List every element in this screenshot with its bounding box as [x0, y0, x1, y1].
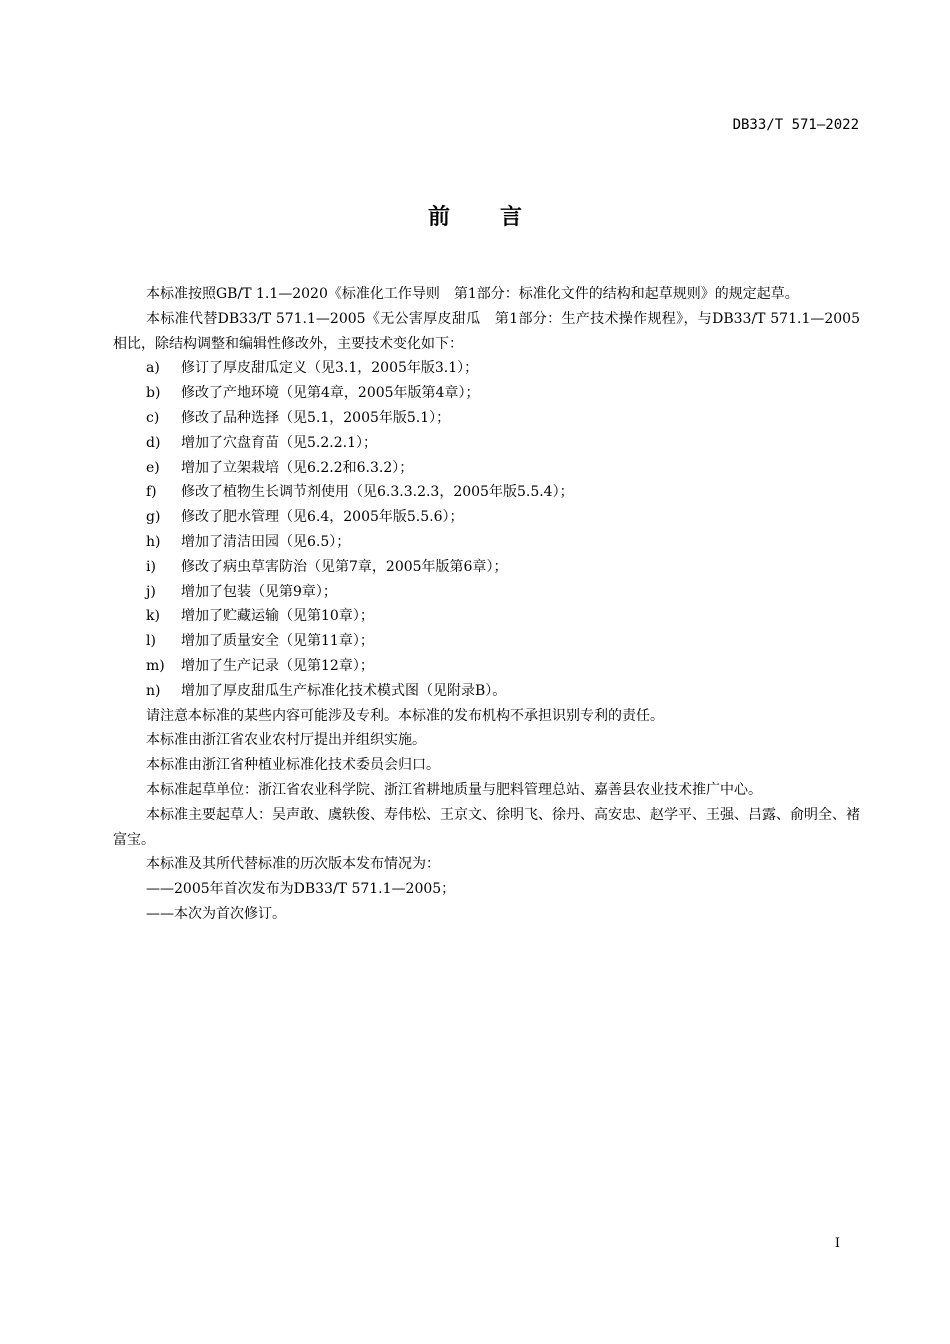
list-item — [113, 431, 860, 456]
list-marker: a) — [146, 360, 160, 377]
list-item — [113, 555, 860, 580]
list-item-text: 增加了立架栽培（见6.2.2和6.3.2）； — [181, 459, 414, 476]
list-item — [113, 580, 860, 605]
list-marker: k) — [146, 608, 160, 625]
list-item — [113, 406, 860, 431]
paragraph-replacement: 本标准代替DB33/T 571.1—2005《无公害厚皮甜瓜 第1部分：生产技术操作规程》，与DB33/T 571.1—2005相比，除结构调整和编辑性修改外，主要技术变化如下： — [113, 310, 860, 352]
list-item-text: 修改了品种选择（见5.1，2005年版5.1）； — [181, 409, 451, 426]
list-item — [113, 604, 860, 629]
list-marker: e) — [146, 459, 160, 476]
changes-list — [113, 356, 860, 703]
list-item-text: 增加了贮藏运输（见第10章）； — [181, 608, 374, 625]
paragraph-history-current: ——本次为首次修订。 — [146, 905, 286, 922]
list-item — [113, 505, 860, 530]
list-item — [113, 629, 860, 654]
list-marker: g) — [146, 509, 161, 526]
paragraph-patent-notice: 请注意本标准的某些内容可能涉及专利。本标准的发布机构不承担识别专利的责任。 — [146, 707, 664, 724]
list-item-text: 增加了厚皮甜瓜生产标准化技术模式图（见附录B）。 — [181, 682, 507, 699]
list-item-text: 修改了肥水管理（见6.4，2005年版5.5.6）； — [181, 509, 464, 526]
list-item-text: 修改了病虫草害防治（见第7章，2005年版第6章）； — [181, 558, 508, 575]
list-item — [113, 356, 860, 381]
list-marker: i) — [146, 558, 156, 575]
list-item-text: 增加了包装（见第9章）； — [181, 583, 337, 600]
paragraph-proposer: 本标准由浙江省农业农村厅提出并组织实施。 — [146, 732, 426, 749]
page-title: 前言 — [427, 205, 572, 230]
list-item-text: 增加了清洁田园（见6.5）； — [181, 533, 351, 550]
list-item-text: 修改了产地环境（见第4章，2005年版第4章）； — [181, 385, 480, 402]
list-item-text: 增加了穴盘育苗（见5.2.2.1）； — [181, 434, 377, 451]
page-number: I — [834, 1236, 840, 1251]
paragraph-drafting-rules: 本标准按照GB/T 1.1—2020《标准化工作导则 第1部分：标准化文件的结构和起草规则》的规定起草。 — [146, 286, 799, 302]
list-marker: c) — [146, 409, 160, 426]
list-item — [113, 654, 860, 679]
list-marker: n) — [146, 682, 161, 699]
list-marker: b) — [146, 385, 161, 402]
list-item — [113, 679, 860, 704]
list-item — [113, 456, 860, 481]
list-item-text: 修改了植物生长调节剂使用（见6.3.3.2.3，2005年版5.5.4）； — [181, 484, 574, 501]
foreword-body — [113, 282, 860, 927]
list-marker: m) — [146, 657, 165, 674]
paragraph-history-2005: ——2005年首次发布为DB33/T 571.1—2005； — [146, 881, 456, 898]
paragraph-version-history: 本标准及其所代替标准的历次版本发布情况为： — [146, 856, 440, 873]
paragraph-drafters: 本标准主要起草人：吴声敢、虞轶俊、寿伟松、王京文、徐明飞、徐丹、高安忠、赵学平、王强、吕露、俞明全、褚富宝。 — [113, 806, 860, 848]
list-marker: d) — [146, 434, 161, 451]
list-item-text: 增加了质量安全（见第11章）； — [181, 633, 374, 650]
list-marker: h) — [146, 533, 161, 550]
paragraph-centralized-unit: 本标准由浙江省种植业标准化技术委员会归口。 — [146, 757, 440, 774]
standard-code: DB33/T 571—2022 — [732, 117, 859, 133]
list-marker: l) — [146, 633, 156, 650]
list-item-text: 修订了厚皮甜瓜定义（见3.1，2005年版3.1）； — [181, 360, 479, 377]
list-item — [113, 530, 860, 555]
paragraph-drafting-units: 本标准起草单位：浙江省农业科学院、浙江省耕地质量与肥料管理总站、嘉善县农业技术推广中心。 — [146, 781, 762, 798]
list-item — [113, 480, 860, 505]
list-item — [113, 381, 860, 406]
list-marker: j) — [146, 583, 156, 600]
list-item-text: 增加了生产记录（见第12章）； — [181, 657, 374, 674]
list-marker: f) — [146, 484, 157, 501]
